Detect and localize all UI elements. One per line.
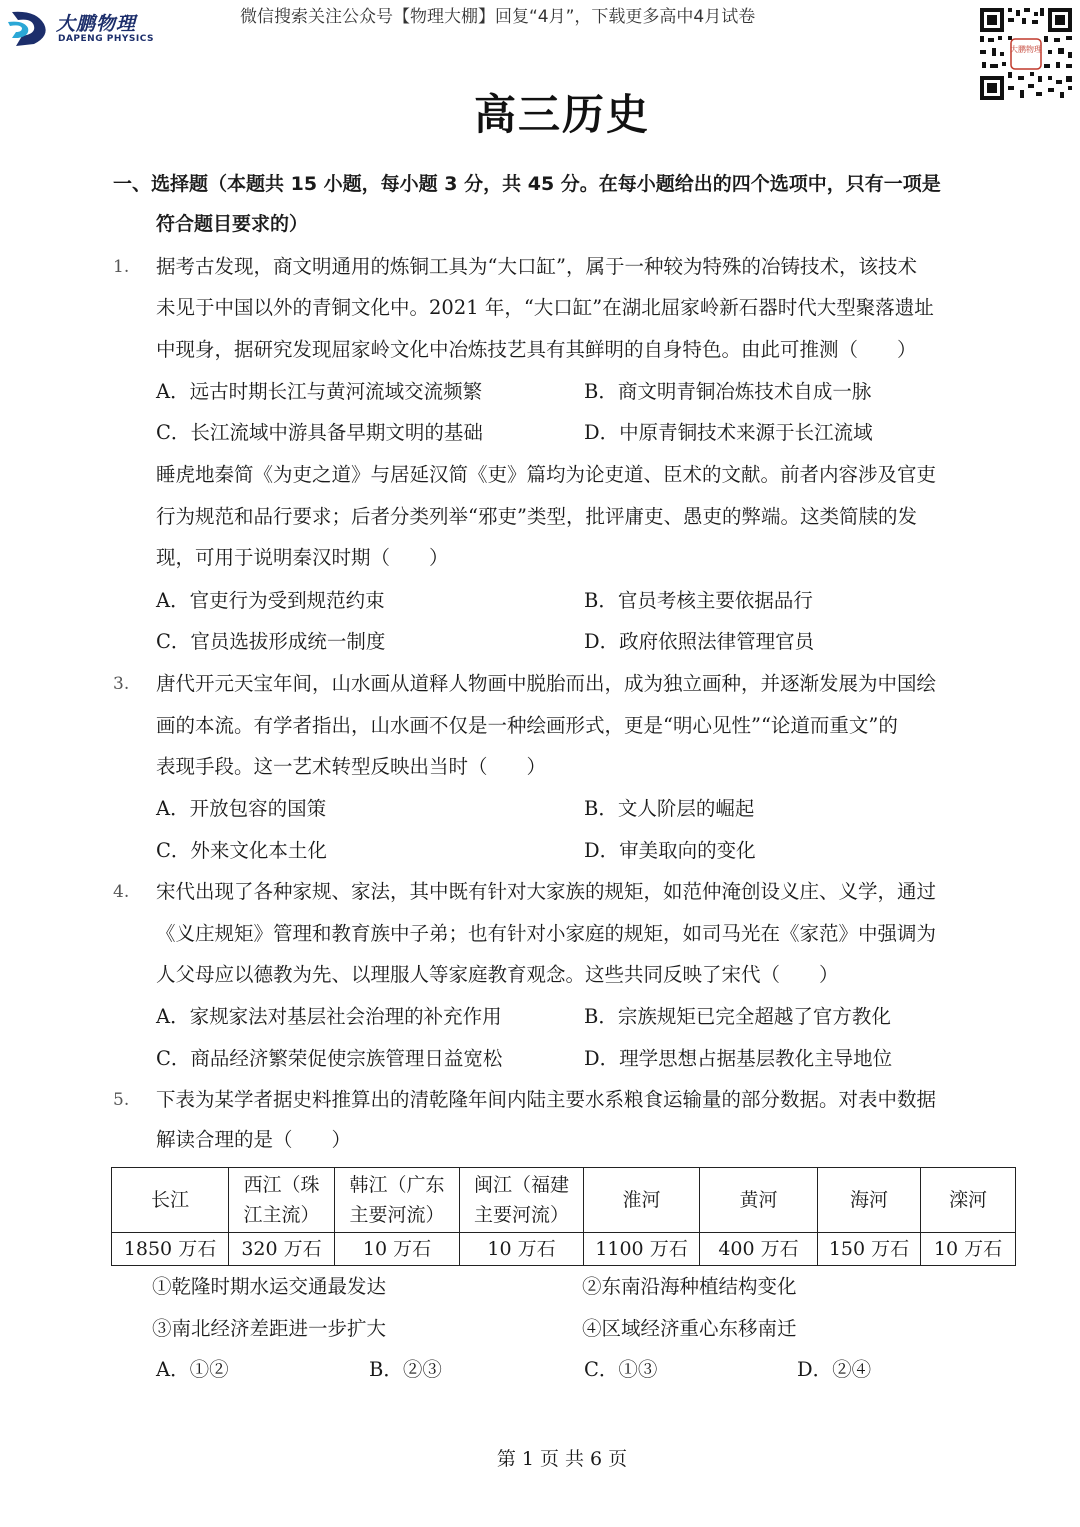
option-a: A．远古时期长江与黄河流域交流频繁 xyxy=(156,380,483,403)
question-text-line: 据考古发现，商文明通用的炼铜工具为“大口缸”，属于一种较为特殊的冶铸技术，该技术 xyxy=(156,255,917,278)
statement-3: ③南北经济差距进一步扩大 xyxy=(152,1317,387,1340)
header-notice: 微信搜索关注公众号【物理大棚】回复“4月”，下载更多高中4月试卷 xyxy=(240,7,756,27)
table-row xyxy=(112,1233,1016,1266)
statement-4: ④区域经济重心东移南迁 xyxy=(582,1317,797,1340)
option-b: B．②③ xyxy=(369,1358,442,1381)
question-text-line: 宋代出现了各种家规、家法，其中既有针对大家族的规矩，如范仲淹创设义庄、义学，通过 xyxy=(156,880,937,903)
brand-name-en: DAPENG PHYSICS xyxy=(58,34,154,44)
question-number: 4. xyxy=(113,882,130,902)
table-header-cell: 海河 xyxy=(818,1168,921,1233)
question-text-line: 下表为某学者据史料推算出的清乾隆年间内陆主要水系粮食运输量的部分数据。对表中数据 xyxy=(156,1088,937,1111)
table-cell: 1850 万石 xyxy=(112,1233,229,1266)
option-c: C．官员选拔形成统一制度 xyxy=(156,630,386,653)
option-b: B．文人阶层的崛起 xyxy=(584,797,755,820)
option-d: D．理学思想占据基层教化主导地位 xyxy=(584,1047,893,1070)
table-cell: 400 万石 xyxy=(700,1233,818,1266)
brand-name: 大鹏物理 xyxy=(56,13,137,35)
dapeng-logo-icon xyxy=(6,6,54,50)
option-a: A．①② xyxy=(156,1358,229,1381)
section-heading-line2: 符合题目要求的） xyxy=(156,213,309,235)
statement-1: ①乾隆时期水运交通最发达 xyxy=(152,1275,387,1298)
table-header-cell: 韩江（广东 主要河流） xyxy=(335,1168,460,1233)
question-number: 5. xyxy=(113,1090,130,1110)
question-text-line: 未见于中国以外的青铜文化中。2021 年，“大口缸”在湖北屈家岭新石器时代大型聚落遗址 xyxy=(156,296,934,319)
page-footer: 第 1 页 共 6 页 xyxy=(496,1448,628,1470)
table-header-cell: 西江（珠 江主流） xyxy=(229,1168,335,1233)
option-d: D．②④ xyxy=(797,1358,872,1381)
question-text-line: 行为规范和品行要求；后者分类列举“邪吏”类型，批评庸吏、愚吏的弊端。这类简牍的发 xyxy=(156,505,917,528)
question-text-line: 现，可用于说明秦汉时期（ ） xyxy=(156,546,449,569)
option-b: B．商文明青铜冶炼技术自成一脉 xyxy=(584,380,872,403)
option-b: B．宗族规矩已完全超越了官方教化 xyxy=(584,1005,891,1028)
table-cell: 320 万石 xyxy=(229,1233,335,1266)
question-text-line: 表现手段。这一艺术转型反映出当时（ ） xyxy=(156,755,547,778)
question-text-line: 《义庄规矩》管理和教育族中子弟；也有针对小家庭的规矩，如司马光在《家范》中强调为 xyxy=(156,922,937,945)
table-header-row xyxy=(112,1168,1016,1233)
table-header-cell: 滦河 xyxy=(921,1168,1016,1233)
table-cell: 10 万石 xyxy=(921,1233,1016,1266)
question-number: 1. xyxy=(113,257,130,277)
table-cell: 10 万石 xyxy=(335,1233,460,1266)
table-header-cell: 闽江（福建 主要河流） xyxy=(460,1168,584,1233)
option-d: D．政府依照法律管理官员 xyxy=(584,630,815,653)
page-title: 高三历史 xyxy=(473,90,650,139)
option-d: D．中原青铜技术来源于长江流域 xyxy=(584,421,873,444)
question-text-line: 画的本流。有学者指出，山水画不仅是一种绘画形式，更是“明心见性”“论道而重文”的 xyxy=(156,714,898,737)
option-c: C．商品经济繁荣促使宗族管理日益宽松 xyxy=(156,1047,503,1070)
option-c: C．长江流域中游具备早期文明的基础 xyxy=(156,421,483,444)
option-a: A．家规家法对基层社会治理的补充作用 xyxy=(156,1005,502,1028)
option-a: A．开放包容的国策 xyxy=(156,797,327,820)
qr-badge-text: 大鹏物理 xyxy=(1010,45,1042,54)
statement-2: ②东南沿海种植结构变化 xyxy=(582,1275,797,1298)
table-header-cell: 长江 xyxy=(112,1168,229,1233)
table-cell: 1100 万石 xyxy=(584,1233,700,1266)
option-c: C．①③ xyxy=(584,1358,658,1381)
question-text-line: 中现身，据研究发现屈家岭文化中冶炼技艺具有其鲜明的自身特色。由此可推测（ ） xyxy=(156,338,917,361)
option-d: D．审美取向的变化 xyxy=(584,839,756,862)
option-b: B．官员考核主要依据品行 xyxy=(584,589,813,612)
section-heading-line1: 一、选择题（本题共 15 小题，每小题 3 分，共 45 分。在每小题给出的四个选项中，只有一项是 xyxy=(113,173,941,195)
question-text-line: 人父母应以德教为先、以理服人等家庭教育观念。这些共同反映了宋代（ ） xyxy=(156,963,839,986)
option-c: C．外来文化本土化 xyxy=(156,839,327,862)
table-header-cell: 黄河 xyxy=(700,1168,818,1233)
question-number: 3. xyxy=(113,674,130,694)
brand-logo xyxy=(6,6,166,50)
question-text-line: 唐代开元天宝年间，山水画从道释人物画中脱胎而出，成为独立画种，并逐渐发展为中国绘 xyxy=(156,672,937,695)
table-cell: 10 万石 xyxy=(460,1233,584,1266)
table-header-cell: 淮河 xyxy=(584,1168,700,1233)
table-cell: 150 万石 xyxy=(818,1233,921,1266)
question-text-line: 睡虎地秦简《为吏之道》与居延汉简《吏》篇均为论吏道、臣术的文献。前者内容涉及官吏 xyxy=(156,463,937,486)
question-text-line: 解读合理的是（ ） xyxy=(156,1128,352,1151)
option-a: A．官吏行为受到规范约束 xyxy=(156,589,385,612)
grain-transport-table xyxy=(111,1167,1016,1266)
